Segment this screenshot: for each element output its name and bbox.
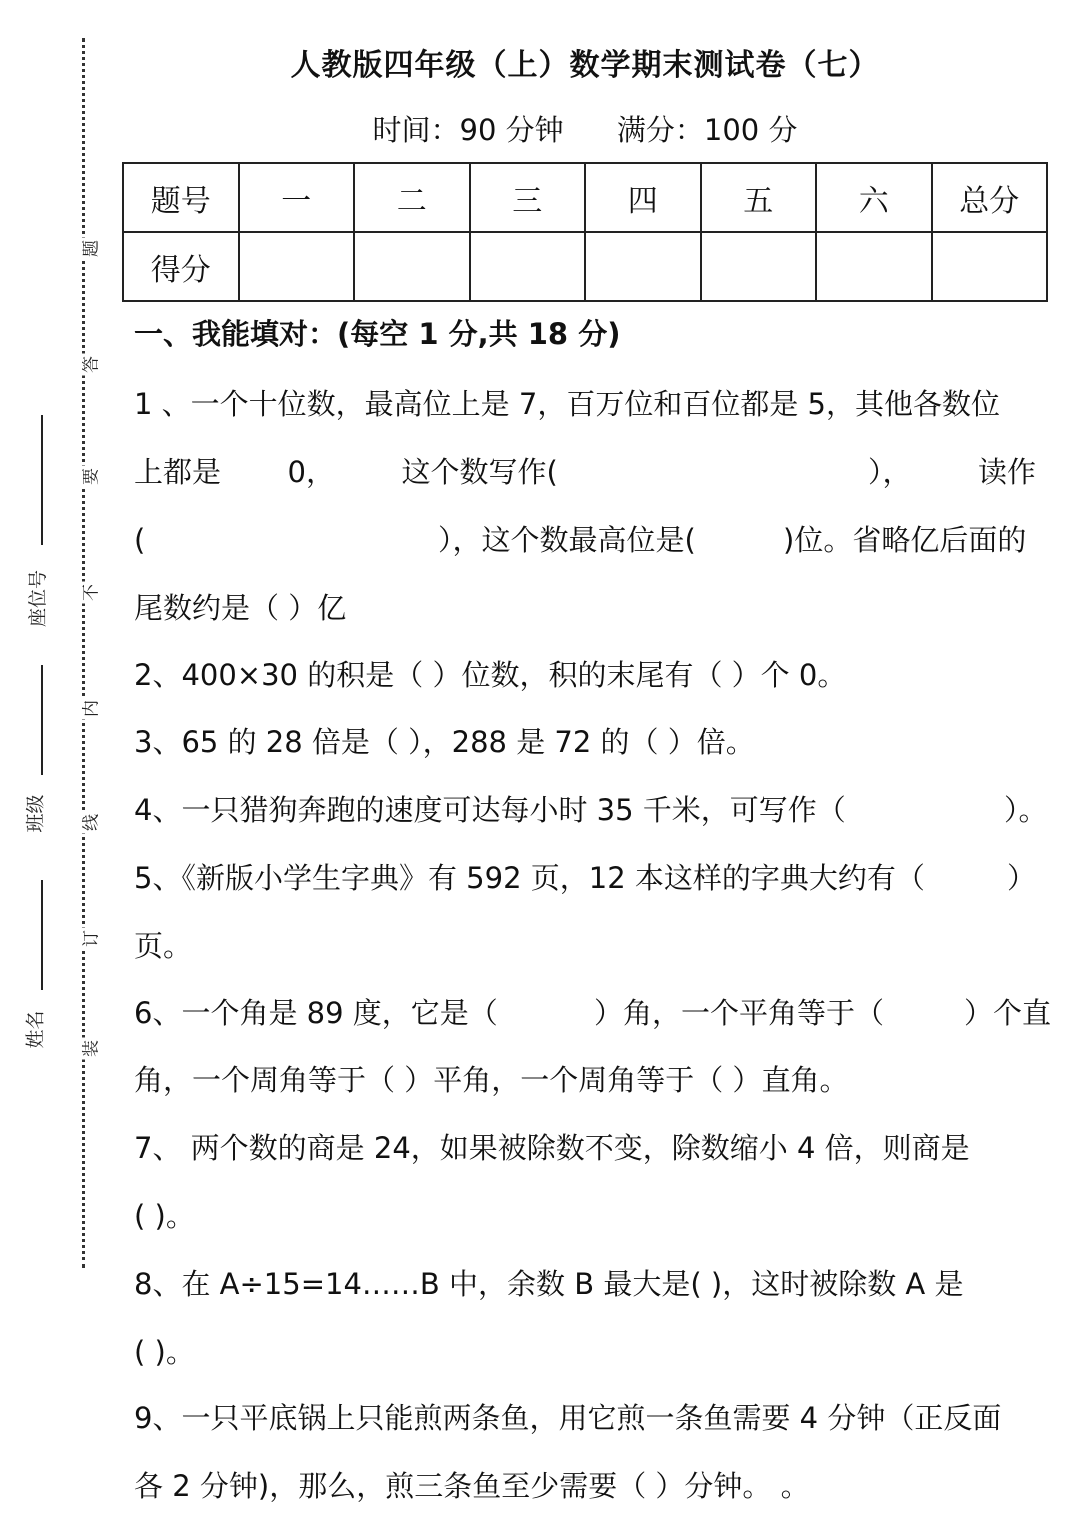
text-segment: 读作 [977,455,1036,489]
text-segment: ）， [867,455,912,489]
score-input-cell[interactable] [701,232,817,301]
score-table-cell: 题号 [123,163,239,232]
question-line: 7、 两个数的商是 24，如果被除数不变，除数缩小 4 倍，则商是 [134,1131,970,1165]
seal-char: 不 [77,582,102,604]
question-line: 页。 [134,929,193,963]
score-row-label: 得分 [123,232,239,301]
text-segment: ） [1006,861,1036,895]
score-input-cell[interactable] [239,232,355,301]
question-line: 8、在 A÷15=14……B 中，余数 B 最大是( )，这时被除数 A 是 [134,1267,964,1301]
question-line [134,790,1048,830]
score-table-cell: 一 [239,163,355,232]
text-segment: ）个直 [964,996,1052,1030]
score-input-cell[interactable] [470,232,586,301]
class-underline [41,665,43,775]
question-line: 各 2 分钟)，那么，煎三条鱼至少需要（ ）分钟。 。 [134,1469,810,1503]
score-table-cell: 六 [816,163,932,232]
text-segment: 上都是 [134,455,222,489]
text-segment: 5、《新版小学生字典》有 592 页，12 本这样的字典大约有（ [134,861,925,895]
binding-dotted-line [82,38,85,1268]
text-segment: 6、一个角是 89 度，它是（ [134,996,498,1030]
name-underline [41,880,43,990]
question-line [134,520,1036,560]
seal-char: 题 [77,238,102,260]
text-segment: 这个数写作( [401,455,558,489]
seal-char: 答 [77,354,102,376]
question-line [134,993,1052,1033]
name-label: 姓名 [24,1010,47,1049]
text-segment: ）角，一个平角等于（ [594,996,885,1030]
score-table-header-row [123,163,1047,232]
score-table-score-row [123,232,1047,301]
seat-number-underline [41,415,43,545]
text-segment: )位。省略亿后面的 [783,523,1027,557]
seal-char: 内 [77,698,102,720]
score-table-cell: 二 [354,163,470,232]
seal-char: 要 [77,466,102,488]
text-segment: 0， [287,455,335,489]
page-title: 人教版四年级（上）数学期末测试卷（七） [290,48,880,83]
question-line: 尾数约是（ ）亿 [134,591,347,625]
seat-number-label: 座位号 [27,569,50,628]
score-input-cell[interactable] [354,232,470,301]
question-line: ( )。 [134,1335,195,1369]
section-heading: 一、我能填对：(每空 1 分,共 18 分) [134,317,621,351]
class-label: 班级 [24,794,47,833]
text-segment: 4、一只猎狗奔跑的速度可达每小时 35 千米，可写作（ [134,793,846,827]
seal-char: 线 [77,812,102,834]
question-line: 3、65 的 28 倍是（ ），288 是 72 的（ ）倍。 [134,725,755,759]
score-table-cell: 五 [701,163,817,232]
full-score: 满分：100 分 [616,113,798,147]
seal-char: 订 [77,928,102,950]
score-table [122,162,1048,302]
score-input-cell[interactable] [932,232,1048,301]
text-segment: ），这个数最高位是( [438,523,696,557]
score-input-cell[interactable] [585,232,701,301]
score-table-cell: 三 [470,163,586,232]
question-line: 1 、一个十位数，最高位上是 7，百万位和百位都是 5，其他各数位 [134,387,1001,421]
score-table-cell: 总分 [932,163,1048,232]
question-line [134,452,1036,492]
question-line: 角，一个周角等于（ ）平角，一个周角等于（ ）直角。 [134,1063,849,1097]
question-line: 9、一只平底锅上只能煎两条鱼，用它煎一条鱼需要 4 分钟（正反面 [134,1401,1002,1435]
question-line [134,858,1036,898]
score-input-cell[interactable] [816,232,932,301]
score-table-cell: 四 [585,163,701,232]
question-line: 2、400×30 的积是（ ）位数，积的末尾有（ ）个 0。 [134,658,847,692]
exam-info [122,108,1048,149]
question-line: ( )。 [134,1199,195,1233]
text-segment: ( [134,523,146,557]
time-limit: 时间：90 分钟 [372,113,564,147]
text-segment: ）。 [1004,793,1048,827]
seal-char: 装 [77,1038,102,1060]
